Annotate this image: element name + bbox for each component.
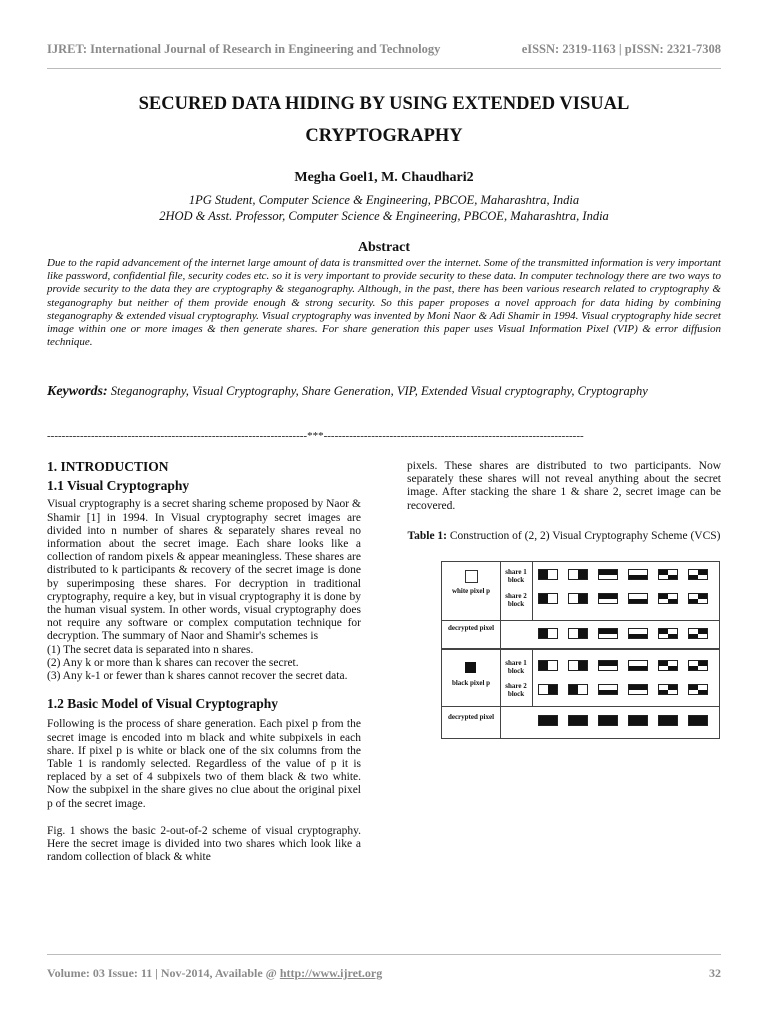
black-subpixel bbox=[689, 721, 698, 726]
black-subpixel bbox=[689, 685, 698, 690]
right-column bbox=[407, 460, 721, 543]
black-subpixel bbox=[638, 599, 647, 604]
list-item-1: (1) The secret data is separated into n shares. bbox=[47, 643, 254, 656]
black-subpixel bbox=[668, 575, 677, 580]
black-subpixel bbox=[608, 629, 617, 634]
share1-label-top: share 1 block bbox=[505, 568, 527, 584]
black-share1-block bbox=[568, 660, 588, 671]
decrypted-label-bottom: decrypted pixel bbox=[447, 713, 495, 721]
black-share2-block bbox=[538, 684, 558, 695]
black-subpixel bbox=[599, 721, 608, 726]
white-share2-block bbox=[688, 593, 708, 604]
table-caption-label: Table 1: bbox=[407, 529, 448, 542]
authors: Megha Goel1, M. Chaudhari2 bbox=[294, 170, 474, 185]
black-subpixel bbox=[689, 575, 698, 580]
black-subpixel bbox=[659, 594, 668, 599]
white-share2-block bbox=[568, 593, 588, 604]
black-subpixel bbox=[578, 721, 587, 726]
black-subpixel bbox=[599, 594, 608, 599]
black-subpixel bbox=[539, 721, 548, 726]
affiliation-1: 1PG Student, Computer Science & Engineering, PBCOE, Maharashtra, India bbox=[188, 193, 580, 207]
white-share2-block bbox=[658, 593, 678, 604]
black-decrypted-block bbox=[568, 715, 588, 726]
title-line-1: SECURED DATA HIDING BY USING EXTENDED VISUAL bbox=[138, 94, 630, 114]
white-decrypted-block bbox=[688, 628, 708, 639]
black-subpixel bbox=[539, 575, 548, 580]
black-subpixel bbox=[698, 629, 707, 634]
black-subpixel bbox=[578, 666, 587, 671]
black-share1-block bbox=[658, 660, 678, 671]
black-share2-block bbox=[568, 684, 588, 695]
heading-introduction: 1. INTRODUCTION bbox=[47, 459, 169, 474]
black-subpixel bbox=[698, 690, 707, 695]
title-line-2: CRYPTOGRAPHY bbox=[305, 126, 463, 146]
journal-header bbox=[47, 42, 721, 62]
heading-visual-cryptography: 1.1 Visual Cryptography bbox=[47, 478, 190, 494]
black-subpixel bbox=[698, 570, 707, 575]
black-subpixel bbox=[668, 634, 677, 639]
black-subpixel bbox=[668, 721, 677, 726]
page-footer bbox=[47, 966, 721, 981]
black-decrypted-block bbox=[628, 715, 648, 726]
black-subpixel bbox=[668, 666, 677, 671]
issn-text: eISSN: 2319-1163 | pISSN: 2321-7308 bbox=[521, 42, 721, 56]
black-decrypted-block bbox=[658, 715, 678, 726]
section-separator: -----------------------------------------------------------------------***----------------------------------------------------------------------- bbox=[47, 430, 584, 442]
black-subpixel bbox=[638, 666, 647, 671]
heading-basic-model: 1.2 Basic Model of Visual Cryptography bbox=[47, 696, 279, 712]
black-subpixel bbox=[668, 599, 677, 604]
black-decrypted-block bbox=[688, 715, 708, 726]
vcs-construction-table bbox=[441, 561, 720, 739]
left-column bbox=[47, 460, 361, 864]
white-share1-block bbox=[598, 569, 618, 580]
footer-rule bbox=[47, 954, 721, 955]
header-rule bbox=[47, 68, 721, 69]
black-subpixel bbox=[698, 594, 707, 599]
black-subpixel bbox=[548, 721, 557, 726]
table-caption bbox=[407, 529, 721, 543]
abstract-heading: Abstract bbox=[357, 240, 411, 255]
white-share1-block bbox=[628, 569, 648, 580]
row-sep-2 bbox=[442, 648, 719, 650]
black-pixel-swatch bbox=[465, 662, 476, 673]
white-decrypted-block bbox=[598, 628, 618, 639]
intro-paragraph: Visual cryptography is a secret sharing scheme proposed by Naor & Shamir [1] in 1994. In Visual cryptography secret images are divided into n number of shares & separately shares reveal no information about the secret image. Each share looks like a collection of random pixels & appear meaningless. These shares are distributed to k participants & recovery of the secret image is done by superimposing these shares. For decryption in traditional cryptography, require a key, but in visual cryptography it is done by the human visual system. In other words, visual cryptography does not require any software or complex computation technique for decryption. The summary of Naor and Shamir's schemes is bbox=[47, 498, 361, 643]
black-decrypted-block bbox=[598, 715, 618, 726]
row-sep-1 bbox=[442, 620, 719, 621]
decrypted-label-top: decrypted pixel bbox=[447, 624, 495, 632]
shares-paragraph: pixels. These shares are distributed to two participants. Now separately these shares will not reveal anything about the secret image. After stacking the share 1 & share 2, secret image can be recovered. bbox=[407, 460, 721, 512]
black-share1-block bbox=[598, 660, 618, 671]
black-subpixel bbox=[659, 690, 668, 695]
black-subpixel bbox=[599, 570, 608, 575]
white-decrypted-block bbox=[538, 628, 558, 639]
black-subpixel bbox=[539, 666, 548, 671]
black-subpixel bbox=[629, 575, 638, 580]
black-pixel-label: black pixel p bbox=[451, 679, 491, 687]
black-subpixel bbox=[599, 629, 608, 634]
black-subpixel bbox=[539, 634, 548, 639]
basic-model-paragraph: Following is the process of share generation. Each pixel p from the secret image is encoded into m black and white subpixels in each share. If pixel p is white or black one of the six columns from the Table 1 is randomly selected. Regardless of the value of p it is replaced by a set of 4 subpixels two of them black & two white. Now the subpixel in the share gives no clue about the original pixel p of the secret image. bbox=[47, 718, 361, 810]
black-subpixel bbox=[689, 599, 698, 604]
black-subpixel bbox=[608, 721, 617, 726]
white-share2-block bbox=[628, 593, 648, 604]
black-subpixel bbox=[539, 599, 548, 604]
black-subpixel bbox=[578, 599, 587, 604]
share1-label-bottom: share 1 block bbox=[505, 659, 527, 675]
black-subpixel bbox=[638, 721, 647, 726]
black-share2-block bbox=[658, 684, 678, 695]
black-subpixel bbox=[629, 599, 638, 604]
share2-label-top: share 2 block bbox=[505, 592, 527, 608]
black-share2-block bbox=[688, 684, 708, 695]
label-divider-bottom bbox=[532, 648, 533, 706]
footer-text: Volume: 03 Issue: 11 | Nov-2014, Available @ bbox=[47, 966, 280, 980]
white-share1-block bbox=[538, 569, 558, 580]
keywords-label: Keywords: bbox=[47, 384, 108, 399]
white-pixel-swatch bbox=[465, 570, 478, 583]
keywords bbox=[47, 380, 721, 403]
black-subpixel bbox=[689, 666, 698, 671]
black-share1-block bbox=[538, 660, 558, 671]
black-subpixel bbox=[578, 634, 587, 639]
black-subpixel bbox=[659, 629, 668, 634]
white-pixel-label: white pixel p bbox=[451, 587, 491, 595]
table-caption-text: Construction of (2, 2) Visual Cryptography Scheme (VCS) bbox=[449, 529, 721, 542]
affiliation-2: 2HOD & Asst. Professor, Computer Science & Engineering, PBCOE, Maharashtra, India bbox=[159, 209, 609, 223]
paper-title bbox=[47, 88, 721, 152]
journal-name: IJRET: International Journal of Research in Engineering and Technology bbox=[47, 42, 441, 56]
white-decrypted-block bbox=[628, 628, 648, 639]
row-sep-3 bbox=[442, 706, 719, 707]
white-share2-block bbox=[538, 593, 558, 604]
black-subpixel bbox=[578, 575, 587, 580]
black-share1-block bbox=[688, 660, 708, 671]
black-share1-block bbox=[628, 660, 648, 671]
black-subpixel bbox=[659, 661, 668, 666]
list-item-2: (2) Any k or more than k shares can recover the secret. bbox=[47, 656, 299, 669]
black-subpixel bbox=[698, 721, 707, 726]
black-subpixel bbox=[659, 721, 668, 726]
black-subpixel bbox=[638, 575, 647, 580]
keywords-text: Steganography, Visual Cryptography, Share Generation, VIP, Extended Visual cryptography, Cryptography bbox=[110, 384, 648, 398]
black-share2-block bbox=[628, 684, 648, 695]
white-decrypted-block bbox=[568, 628, 588, 639]
list-item-3: (3) Any k-1 or fewer than k shares cannot recover the secret data. bbox=[47, 670, 348, 683]
black-subpixel bbox=[599, 661, 608, 666]
page-number: 32 bbox=[709, 966, 721, 980]
label-divider-top bbox=[532, 562, 533, 620]
black-subpixel bbox=[689, 634, 698, 639]
black-subpixel bbox=[659, 570, 668, 575]
black-subpixel bbox=[629, 666, 638, 671]
black-subpixel bbox=[668, 685, 677, 690]
white-share1-block bbox=[658, 569, 678, 580]
white-share1-block bbox=[568, 569, 588, 580]
black-subpixel bbox=[608, 690, 617, 695]
affiliations bbox=[47, 192, 721, 224]
black-subpixel bbox=[608, 594, 617, 599]
black-decrypted-block bbox=[538, 715, 558, 726]
abstract-text: Due to the rapid advancement of the internet large amount of data is transmitted over the internet. Some of the transmitted information is very important like password, confidential file, security codes etc. so it is very important to provide security to these data. In computer technology there are two ways to provide security to the data they are cryptography & steganography. Although, in the past, there has been various research related to cryptography & steganography but neither of them provide enough & strong security. So this paper proposes a novel approach for data hiding by combining steganography & extended visual cryptography. Visual cryptography was invented by Moni Naor & Adi Shamir in 1994. Visual cryptography hide secret image within one or more images & then generate shares. For share generation this paper uses Visual Information Pixel (VIP) & error diffusion technique. bbox=[47, 257, 721, 349]
fig1-paragraph: Fig. 1 shows the basic 2-out-of-2 scheme of visual cryptography. Here the secret image is divided into two shares which look like a random collection of black & white bbox=[47, 824, 361, 864]
black-subpixel bbox=[638, 634, 647, 639]
black-subpixel bbox=[698, 661, 707, 666]
white-decrypted-block bbox=[658, 628, 678, 639]
share2-label-bottom: share 2 block bbox=[505, 682, 527, 698]
black-subpixel bbox=[608, 570, 617, 575]
journal-link[interactable]: http://www.ijret.org bbox=[279, 966, 383, 980]
black-subpixel bbox=[629, 685, 638, 690]
black-subpixel bbox=[608, 661, 617, 666]
black-subpixel bbox=[569, 690, 578, 695]
black-subpixel bbox=[569, 721, 578, 726]
black-subpixel bbox=[629, 721, 638, 726]
white-share2-block bbox=[598, 593, 618, 604]
black-subpixel bbox=[638, 685, 647, 690]
white-share1-block bbox=[688, 569, 708, 580]
black-subpixel bbox=[599, 690, 608, 695]
black-subpixel bbox=[548, 690, 557, 695]
column-divider bbox=[500, 562, 501, 738]
black-share2-block bbox=[598, 684, 618, 695]
black-subpixel bbox=[629, 634, 638, 639]
